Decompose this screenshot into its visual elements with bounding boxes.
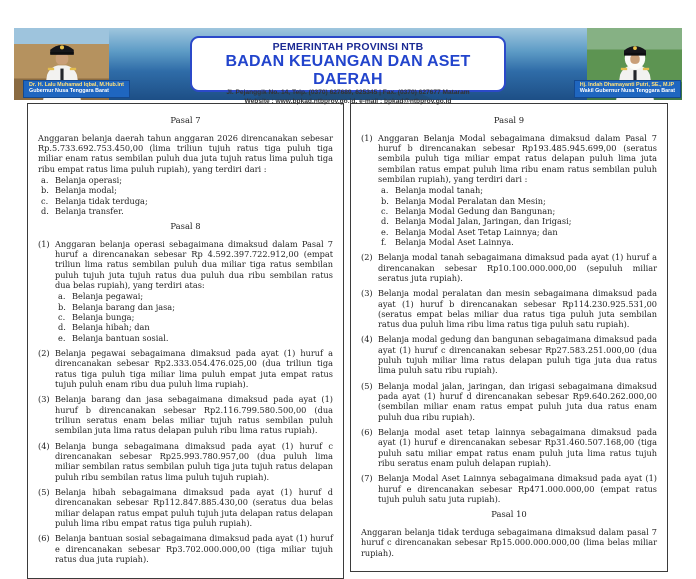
vice-governor-name: Hj. Indah Dhamayanti Putri, SE., M.IP xyxy=(579,81,675,88)
letter-text: Belanja bunga; xyxy=(72,312,135,323)
lettered-item xyxy=(381,206,657,216)
section-heading: Pasal 10 xyxy=(491,509,527,520)
item-text: Belanja barang dan jasa sebagaimana dimaksud pada ayat (1) huruf b direncanakan sebesar Rp2.116.799.580.500,00 (dua triliun seratus enam belas miliar tujuh ratus sembilan puluh sembilan juta lima ratus delapan puluh ribu lima ratus rupiah). xyxy=(55,394,333,436)
paragraph xyxy=(361,527,657,558)
item-text: Belanja modal peralatan dan mesin sebagaimana dimaksud pada ayat (1) huruf b direncanakan sebesar Rp114.230.925.531,00 (seratus empat belas miliar dua ratus tiga puluh juta sembilan ratus dua puluh lima ribu lima ratus tiga puluh satu rupiah). xyxy=(378,288,657,330)
letter-label: d. xyxy=(58,322,66,333)
item-text xyxy=(378,381,657,422)
numbered-item xyxy=(361,381,657,422)
item-text xyxy=(55,348,333,389)
numbered-item xyxy=(38,487,333,528)
item-text: Belanja modal aset tetap lainnya sebagaimana dimaksud pada ayat (1) huruf e direncanakan sebesar Rp31.460.507.168,00 (tiga puluh satu miliar empat ratus enam puluh juta lima ratus tujuh ribu seratus enam puluh delapan rupiah). xyxy=(378,427,657,469)
lettered-item xyxy=(381,237,657,247)
item-number: (6) xyxy=(361,427,373,438)
letter-text: Belanja pegawai; xyxy=(72,291,144,302)
section-heading: Pasal 8 xyxy=(170,221,201,232)
item-text xyxy=(55,487,333,528)
lettered-item xyxy=(381,227,657,237)
lettered-item xyxy=(41,185,333,195)
item-text xyxy=(55,239,333,343)
section-heading: Pasal 7 xyxy=(170,115,201,125)
item-text xyxy=(378,133,657,248)
letter-label: c. xyxy=(381,205,389,216)
numbered-item xyxy=(361,288,657,329)
item-text: Belanja Modal Aset Lainnya sebagaimana dimaksud pada ayat (1) huruf e direncanakan sebesar Rp471.000.000,00 (empat ratus tujuh puluh satu juta rupiah). xyxy=(378,473,657,505)
letter-label: b. xyxy=(41,185,49,196)
letter-label: a. xyxy=(41,174,49,185)
numbered-item xyxy=(38,239,333,343)
numbered-item xyxy=(361,473,657,504)
section-heading: Pasal 9 xyxy=(493,115,525,125)
lettered-item xyxy=(58,312,333,322)
right-column xyxy=(350,103,668,572)
paragraph xyxy=(38,133,333,217)
org-name-line1: PEMERINTAH PROVINSI NTB xyxy=(272,41,424,53)
letterhead xyxy=(14,28,682,106)
item-text: Belanja modal tanah sebagaimana dimaksud pada ayat (1) huruf a direncanakan sebesar Rp10.100.000.000,00 (sepuluh miliar seratus juta rupiah). xyxy=(378,252,657,283)
numbered-item xyxy=(38,348,333,389)
item-text xyxy=(378,334,657,375)
item-text xyxy=(378,427,657,468)
left-column xyxy=(27,103,344,579)
lettered-item xyxy=(41,206,333,216)
item-text: Anggaran belanja tidak terduga sebagaimana dimaksud dalam pasal 7 huruf c direncanakan sebesar Rp15.000.000.000,00 (lima belas miliar rupiah). xyxy=(361,526,657,558)
letter-label: e. xyxy=(58,332,66,343)
numbered-item xyxy=(38,441,333,482)
item-number: (6) xyxy=(38,533,50,544)
item-text xyxy=(378,473,657,504)
letter-text: Belanja hibah; dan xyxy=(72,322,150,333)
numbered-item xyxy=(38,533,333,564)
governor-name: Dr. H. Lalu Muhamad Iqbal, M.Hub.Int xyxy=(29,81,124,88)
letter-text: Belanja Modal Gedung dan Bangunan; xyxy=(395,205,556,216)
letter-label: c. xyxy=(41,195,49,206)
lettered-item xyxy=(381,185,657,195)
letter-text: Belanja Modal Peralatan dan Mesin; xyxy=(395,195,546,206)
numbered-item xyxy=(361,252,657,283)
item-number: (2) xyxy=(361,252,373,263)
governor-title: Gubernur Nusa Tenggara Barat xyxy=(29,88,109,95)
item-text: Belanja bunga sebagaimana dimaksud pada ayat (1) huruf c direncanakan sebesar Rp25.993.780.957,00 (dua puluh lima miliar sembilan ratus sembilan puluh tiga juta tujuh ratus delapan puluh ribu sembilan ratus lima puluh tujuh rupiah). xyxy=(55,440,333,482)
lettered-list xyxy=(58,291,333,343)
item-text: Belanja pegawai sebagaimana dimaksud pada ayat (1) huruf a direncanakan sebesar Rp2.333.054.476.025,00 (dua triliun tiga ratus tiga puluh tiga miliar lima puluh empat juta empat ratus tujuh puluh enam ribu dua puluh lima rupiah). xyxy=(55,348,333,390)
item-text: Belanja modal gedung dan bangunan sebagaimana dimaksud pada ayat (1) huruf c direncanakan sebesar Rp27.583.251.000,00 (dua puluh tujuh miliar lima ratus delapan puluh tiga juta dua ratus lima puluh satu ribu rupiah). xyxy=(378,334,657,376)
item-text: Anggaran belanja daerah tahun anggaran 2026 direncanakan sebesar Rp.5.733.692.753.450,00 (lima triliun tujuh ratus tiga puluh tiga miliar enam ratus sembilan puluh dua juta tujuh ratus lima puluh tiga ribu empat ratus lima puluh rupiah), yang terdiri dari : xyxy=(38,132,333,174)
lettered-item xyxy=(381,196,657,206)
numbered-item xyxy=(361,334,657,375)
letter-label: d. xyxy=(381,216,389,227)
letter-text: Belanja modal tanah; xyxy=(395,185,484,196)
letter-label: e. xyxy=(381,226,389,237)
document-body xyxy=(27,103,668,579)
vice-governor-title: Wakil Gubernur Nusa Tenggara Barat xyxy=(579,88,675,95)
letter-text: Belanja modal; xyxy=(55,185,117,196)
item-number: (1) xyxy=(361,132,373,143)
letter-text: Belanja tidak terduga; xyxy=(55,195,148,206)
letter-label: a. xyxy=(381,185,389,196)
lettered-item xyxy=(58,302,333,312)
item-text: Belanja hibah sebagaimana dimaksud pada ayat (1) huruf d direncanakan sebesar Rp112.847.885.430,00 (seratus dua belas miliar delapan ratus empat puluh tujuh juta delapan ratus delapan puluh lima ribu empat ratus tiga puluh rupiah). xyxy=(55,487,333,528)
letter-text: Belanja transfer. xyxy=(55,205,124,216)
lettered-item xyxy=(41,196,333,206)
item-text xyxy=(55,394,333,435)
item-text: Anggaran Belanja Modal sebagaimana dimaksud dalam Pasal 7 huruf b direncanakan sebesar Rp193.485.945.699,00 (seratus sembila puluh tiga miliar empat ratus delapan puluh lima juta sembilan ratus empat puluh lima ribu enam ratus sembilan puluh sembilan rupiah), yang terdiri dari : xyxy=(378,132,657,184)
item-text xyxy=(378,252,657,283)
letter-text: Belanja Modal Jalan, Jaringan, dan Irigasi; xyxy=(395,216,572,227)
numbered-item xyxy=(38,394,333,435)
item-text xyxy=(378,288,657,329)
vice-governor-caption xyxy=(574,80,681,99)
letter-label: b. xyxy=(58,301,66,312)
lettered-item xyxy=(58,291,333,301)
item-number: (7) xyxy=(361,473,373,484)
org-contact: Website : www.bpkad.ntbprov.go.id, e-mail : bpkad@ntbprov.go.id xyxy=(244,98,452,106)
lettered-item xyxy=(41,175,333,185)
letterhead-title-box xyxy=(190,36,506,106)
item-text: Anggaran belanja operasi sebagaimana dimaksud dalam Pasal 7 huruf a direncanakan sebesar Rp 4.592.397.722.912,00 (empat triliun lima ratus sembilan puluh dua miliar tiga ratus sembilan puluh tujuh juta tujuh ratus dua puluh dua ribu sembilan ratus dua belas rupiah), yang terdiri atas: xyxy=(55,238,333,291)
item-text xyxy=(55,441,333,482)
governor-caption xyxy=(23,80,130,99)
lettered-item xyxy=(58,322,333,332)
letter-label: f. xyxy=(381,236,387,247)
lettered-list xyxy=(41,175,333,216)
letter-label: c. xyxy=(58,312,66,323)
item-number: (3) xyxy=(38,394,50,405)
letter-label: a. xyxy=(58,291,66,302)
item-number: (2) xyxy=(38,348,50,359)
item-number: (5) xyxy=(361,380,373,391)
letter-text: Belanja Modal Aset Lainnya. xyxy=(395,236,514,247)
org-name-line2: BADAN KEUANGAN DAN ASET DAERAH xyxy=(225,53,471,88)
letter-label: b. xyxy=(381,195,389,206)
numbered-item xyxy=(361,427,657,468)
letter-text: Belanja Modal Aset Tetap Lainnya; dan xyxy=(395,226,558,237)
item-number: (4) xyxy=(38,440,50,451)
item-text xyxy=(55,533,333,564)
letter-text: Belanja operasi; xyxy=(55,174,123,185)
item-text: Belanja bantuan sosial sebagaimana dimaksud pada ayat (1) huruf e direncanakan sebesar Rp3.702.000.000,00 (tiga miliar tujuh ratus dua juta rupiah). xyxy=(55,533,333,564)
lettered-item xyxy=(381,216,657,226)
lettered-item xyxy=(58,333,333,343)
item-number: (3) xyxy=(361,288,373,299)
lettered-list xyxy=(381,185,657,247)
item-number: (1) xyxy=(38,238,50,249)
item-number: (4) xyxy=(361,334,373,345)
numbered-item xyxy=(361,133,657,248)
letter-label: d. xyxy=(41,205,49,216)
item-text: Belanja modal jalan, jaringan, dan irigasi sebagaimana dimaksud pada ayat (1) huruf d direncanakan sebesar Rp9.640.262.000,00 (sembilan miliar enam ratus empat puluh juta dua ratus enam puluh dua ribu rupiah). xyxy=(378,380,657,422)
item-number: (5) xyxy=(38,487,50,497)
org-address: Jl. Pejanggik No. 14, Telp. (0370) 627689, 625345 | Fax. (0370) 627677 Mataram xyxy=(226,89,470,97)
letter-text: Belanja barang dan jasa; xyxy=(72,301,175,312)
letter-text: Belanja bantuan sosial. xyxy=(72,332,169,343)
